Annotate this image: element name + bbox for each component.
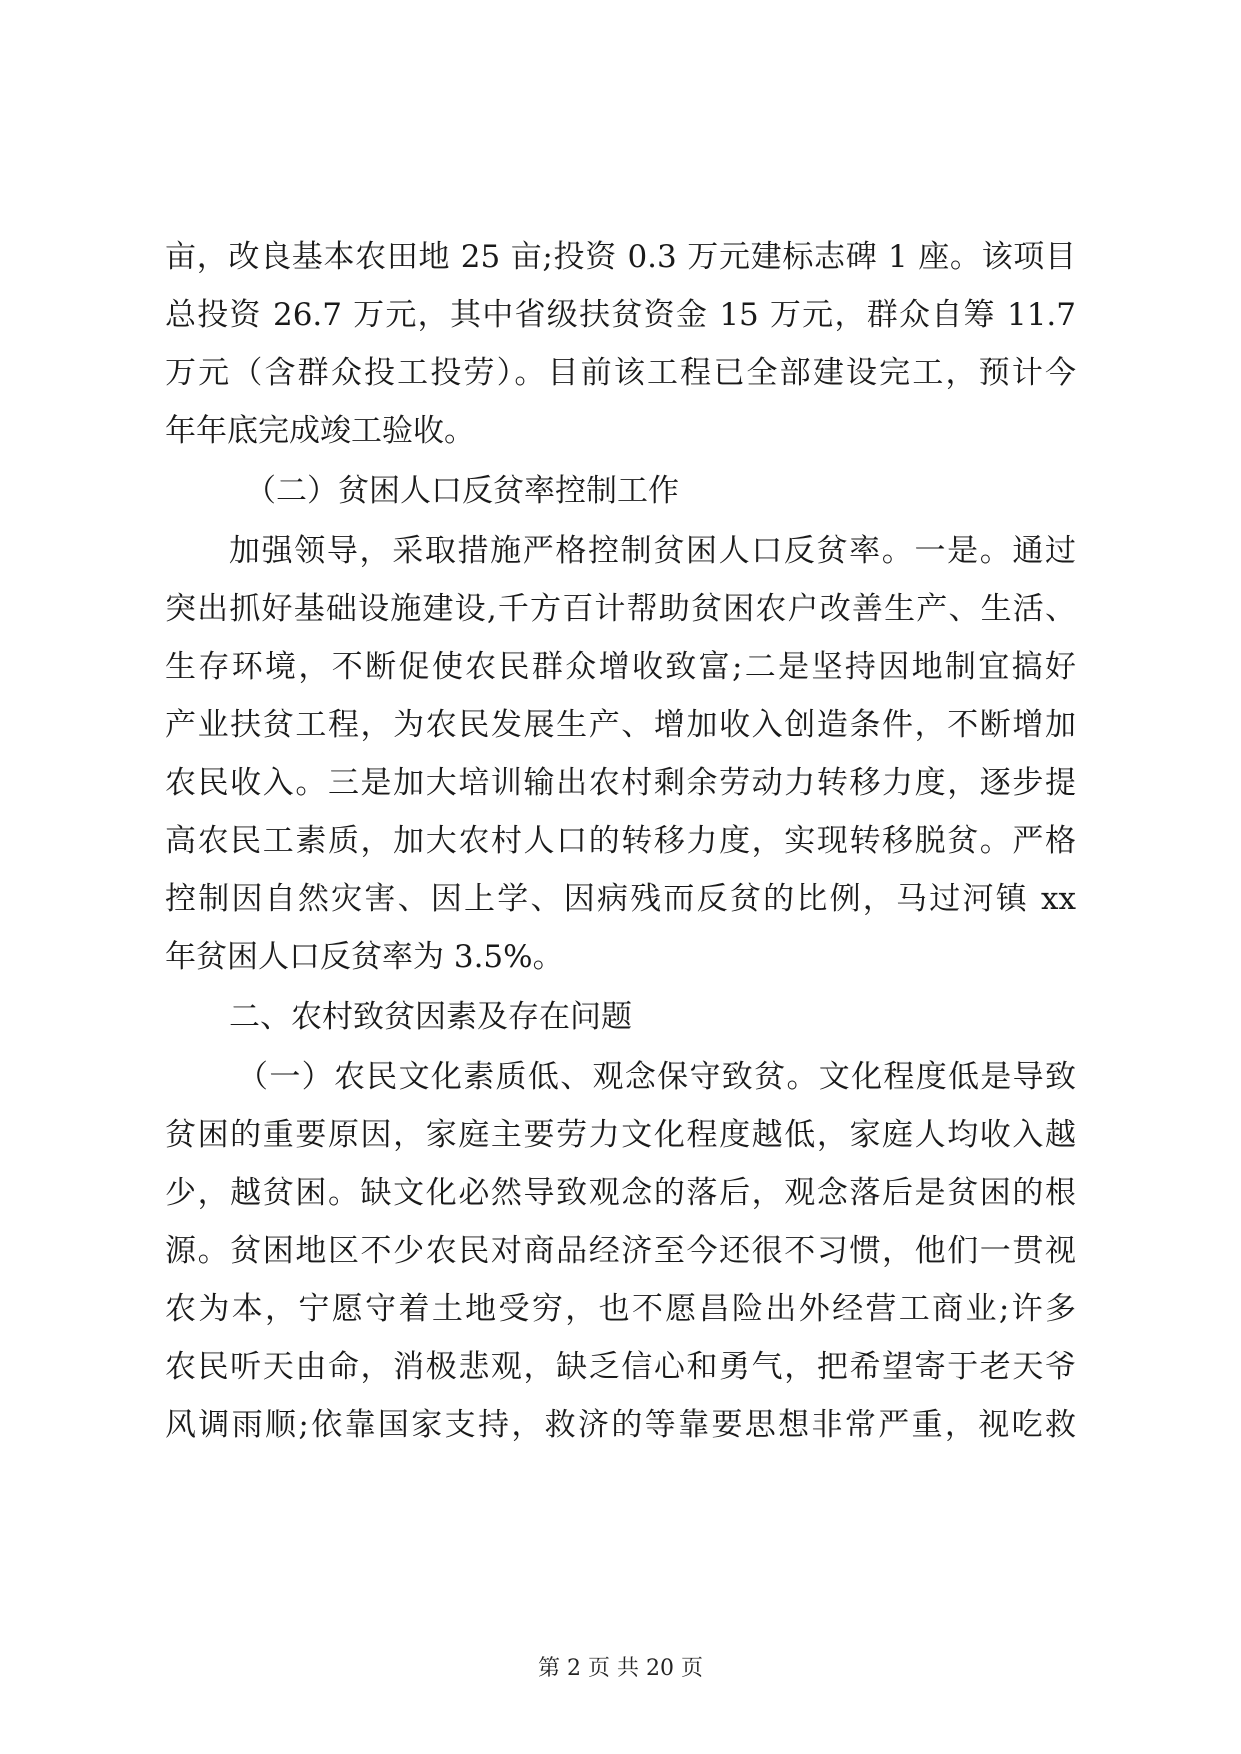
paragraph-line: 风调雨顺;依靠国家支持，救济的等靠要思想非常严重，视吃救 <box>165 1407 1076 1443</box>
section-heading: 二、农村致贫因素及存在问题 <box>229 999 632 1035</box>
paragraph-line: 高农民工素质，加大农村人口的转移力度，实现转移脱贫。严格 <box>165 823 1076 859</box>
paragraph-line: 农民收入。三是加大培训输出农村剩余劳动力转移力度，逐步提 <box>165 765 1076 801</box>
paragraph-line: 农民听天由命，消极悲观，缺乏信心和勇气，把希望寄于老天爷 <box>165 1349 1076 1385</box>
paragraph-line: 少，越贫困。缺文化必然导致观念的落后，观念落后是贫困的根 <box>165 1175 1076 1211</box>
paragraph-line: 年贫困人口反贫率为 3.5%。 <box>165 939 564 975</box>
paragraph-line: 亩，改良基本农田地 25 亩;投资 0.3 万元建标志碑 1 座。该项目 <box>165 239 1076 275</box>
paragraph-line: 加强领导，采取措施严格控制贫困人口反贫率。一是。通过 <box>229 533 1076 569</box>
page-number-footer: 第 2 页 共 20 页 <box>538 1656 703 1681</box>
paragraph-line: 生存环境，不断促使农民群众增收致富;二是坚持因地制宜搞好 <box>165 649 1076 685</box>
paragraph-line: 万元（含群众投工投劳）。目前该工程已全部建设完工，预计今 <box>165 355 1076 391</box>
paragraph-line: 贫困的重要原因，家庭主要劳力文化程度越低，家庭人均收入越 <box>165 1117 1076 1153</box>
section-subheading: （二）贫困人口反贫率控制工作 <box>245 473 679 509</box>
paragraph-line: 农为本，宁愿守着土地受穷，也不愿昌险出外经营工商业;许多 <box>165 1291 1076 1327</box>
paragraph-line: 总投资 26.7 万元，其中省级扶贫资金 15 万元，群众自筹 11.7 <box>165 297 1076 333</box>
paragraph-line: 控制因自然灾害、因上学、因病残而反贫的比例，马过河镇 xx <box>165 881 1076 917</box>
paragraph-line: 突出抓好基础设施建设,千方百计帮助贫困农户改善生产、生活、 <box>165 591 1076 627</box>
paragraph-line: （一）农民文化素质低、观念保守致贫。文化程度低是导致 <box>237 1059 1076 1095</box>
paragraph-line: 源。贫困地区不少农民对商品经济至今还很不习惯，他们一贯视 <box>165 1233 1076 1269</box>
document-body <box>165 228 1076 1454</box>
paragraph-line: 年年底完成竣工验收。 <box>165 413 475 449</box>
paragraph-line: 产业扶贫工程，为农民发展生产、增加收入创造条件，不断增加 <box>165 707 1076 743</box>
